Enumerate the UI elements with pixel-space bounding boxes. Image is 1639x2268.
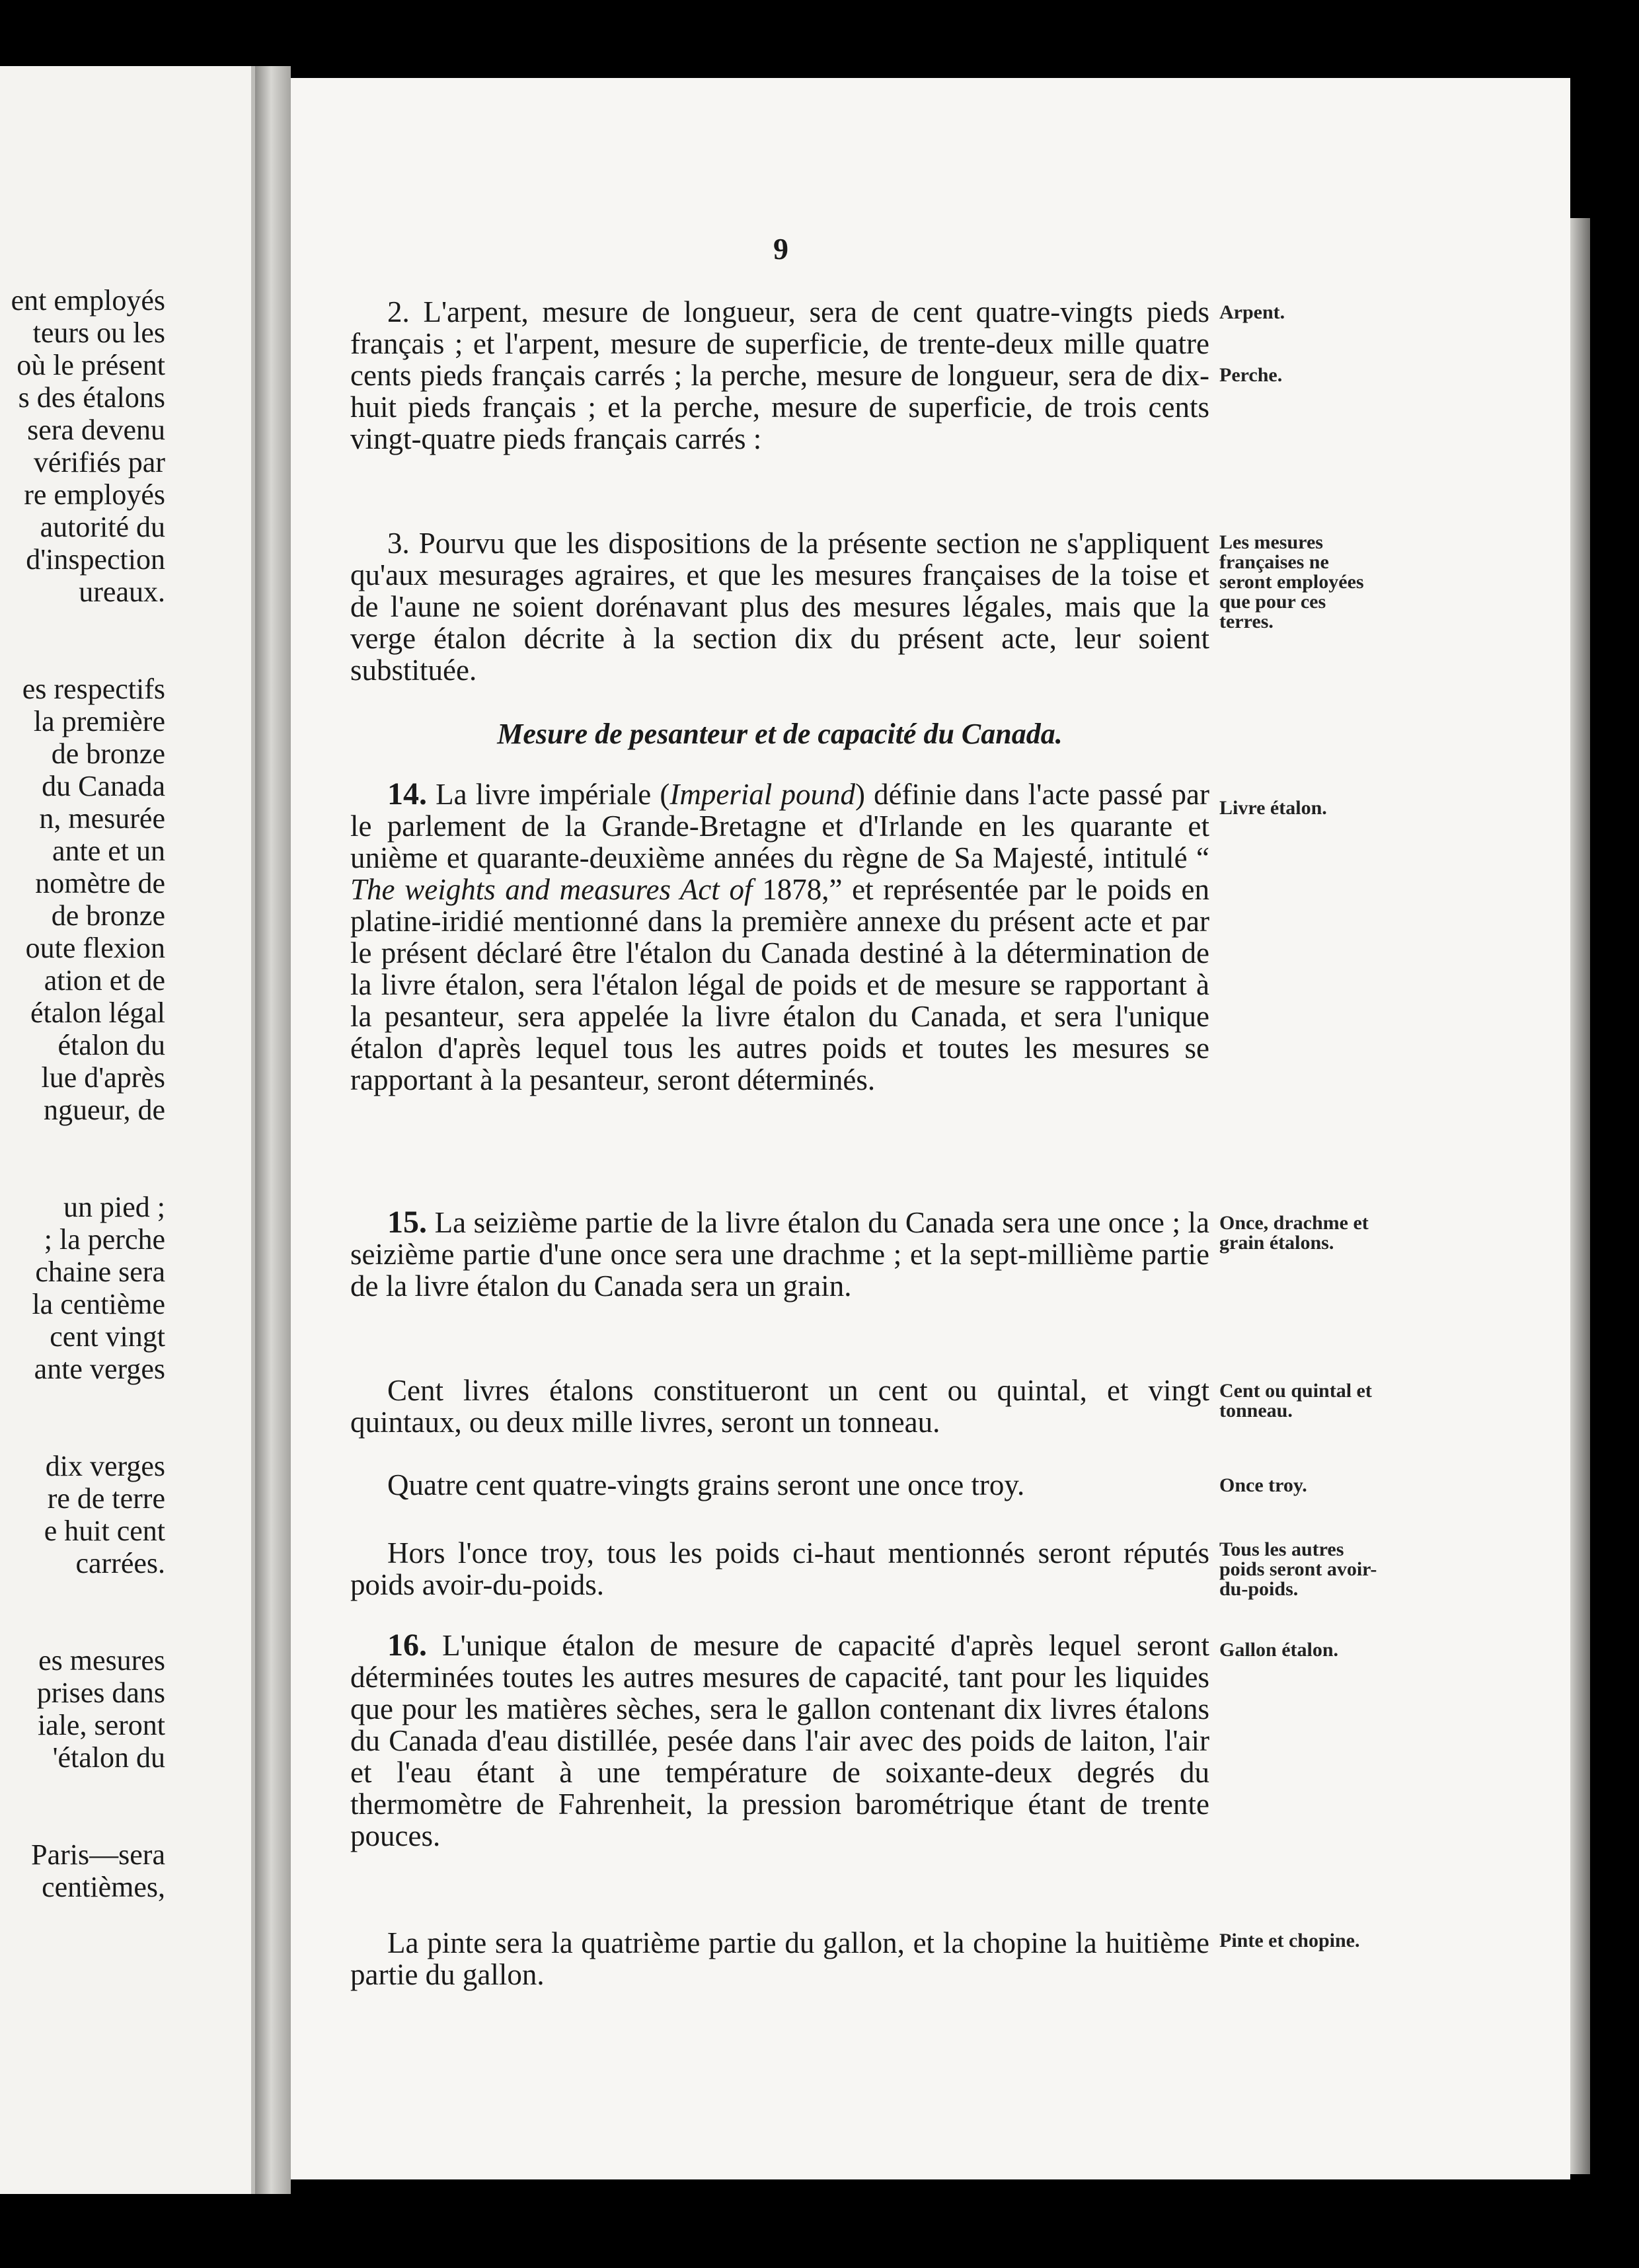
- margin-note-tous-poids: Tous les autres poids seront avoir-du-poids.: [1219, 1538, 1377, 1600]
- margin-note-cent-quintal: Cent ou quintal et tonneau.: [1219, 1380, 1372, 1421]
- left-page-line: vérifiés par: [33, 446, 165, 478]
- section-heading: Mesure de pesanteur et de capacité du Canada.: [497, 718, 1063, 750]
- margin-note-perche: Perche.: [1219, 364, 1283, 386]
- section-15-number: 15.: [387, 1205, 427, 1240]
- left-page-line: de bronze: [51, 899, 165, 932]
- margin-note-once-troy: Once troy.: [1219, 1474, 1307, 1496]
- left-page-line: étalon du: [57, 1029, 165, 1061]
- left-page-line: es mesures: [38, 1644, 165, 1677]
- left-page-line: ante verges: [34, 1353, 165, 1385]
- pinte-paragraph: La pinte sera la quatrième partie du gallon, et la chopine la huitième partie du gallon.: [350, 1926, 1209, 1991]
- left-page-line: es respectifs: [22, 673, 165, 705]
- left-page-line: oute flexion: [25, 932, 165, 964]
- left-page-line: sera devenu: [27, 414, 165, 446]
- quatre-cent-paragraph: Quatre cent quatre-vingts grains seront une once troy.: [387, 1468, 1025, 1501]
- section-2-paragraph: 2. L'arpent, mesure de longueur, sera de cent quatre-vingts pieds français ; et l'arpent, mesure de superficie, de trente-deux mille quatre cents pieds français carrés ; la perche, mesure de longueur, sera de dix-huit pieds français ; et la perche, mesure de superficie, de trois cents vingt-quatre pieds français carrés :: [350, 295, 1209, 455]
- left-page-line: autorité du: [40, 511, 165, 543]
- section-16-paragraph: [350, 1630, 1209, 1852]
- left-page-line: étalon légal: [30, 997, 165, 1029]
- left-page-line: n, mesurée: [39, 802, 165, 835]
- left-page-line: e huit cent: [44, 1515, 165, 1547]
- left-page-line: [11, 1126, 165, 1191]
- left-page-line: [11, 1774, 165, 1838]
- left-page-line: teurs ou les: [32, 317, 165, 349]
- section-3-paragraph: 3. Pourvu que les dispositions de la présente section ne s'appliquent qu'aux mesurages agraires, et que les mesures françaises de la toise et de l'aune ne soient dorénavant plus des mesures légales, mais que la verge étalon décrite à la section dix du présent acte, leur soient substituée.: [350, 527, 1209, 687]
- left-page-line: nomètre de: [35, 867, 165, 899]
- left-page-line: de bronze: [51, 737, 165, 770]
- section-14-italic-b: The weights and measures Act of: [350, 873, 753, 906]
- section-16-number: 16.: [387, 1628, 427, 1663]
- left-page-line: prises dans: [36, 1677, 165, 1709]
- hors-once-paragraph: Hors l'once troy, tous les poids ci-haut mentionnés seront réputés poids avoir-du-poids.: [350, 1536, 1209, 1601]
- section-14-italic-a: Imperial pound: [669, 778, 855, 811]
- section-14-text-b: ) définie dans l'acte passé par le parlement de la Grande-Bretagne et d'Irlande en les quarante et unième et quarante-deuxième années du règne de Sa Majesté, intitulé “: [350, 778, 1209, 874]
- margin-note-pinte: Pinte et chopine.: [1219, 1930, 1360, 1951]
- section-14-text-a: La livre impériale (: [427, 778, 670, 811]
- left-page-line: 'étalon du: [52, 1741, 165, 1774]
- left-page-line: carrées.: [75, 1547, 165, 1579]
- left-page-line: [11, 1385, 165, 1450]
- left-page-line: s des étalons: [18, 381, 165, 414]
- left-page-line: un pied ;: [63, 1191, 165, 1223]
- left-page-text: [11, 284, 165, 1903]
- page-edge: [1570, 218, 1590, 2174]
- left-page-line: re de terre: [47, 1482, 165, 1515]
- left-page-line: centièmes,: [42, 1871, 165, 1903]
- left-page-line: la centième: [32, 1288, 165, 1320]
- left-page: [0, 66, 255, 2194]
- left-page-line: ureaux.: [79, 576, 165, 608]
- left-page-line: ; la perche: [44, 1223, 165, 1256]
- left-page-line: la première: [33, 705, 165, 737]
- left-page-line: [11, 1579, 165, 1644]
- section-14-paragraph: [350, 778, 1209, 1096]
- book-gutter: [255, 66, 291, 2194]
- cent-livres-paragraph: Cent livres étalons constitueront un cent ou quintal, et vingt quintaux, ou deux mille livres, seront un tonneau.: [350, 1374, 1209, 1439]
- margin-note-livre-etalon: Livre étalon.: [1219, 797, 1327, 819]
- left-page-line: dix verges: [45, 1450, 165, 1482]
- left-page-line: cent vingt: [50, 1320, 165, 1353]
- left-page-line: ngueur, de: [44, 1094, 165, 1126]
- left-page-line: iale, seront: [37, 1709, 165, 1741]
- left-page-line: re employés: [24, 478, 165, 511]
- left-page-line: Paris—sera: [31, 1838, 165, 1871]
- left-page-line: ation et de: [44, 964, 165, 997]
- section-14-text-c: 1878,” et représentée par le poids en platine-iridié mentionné dans la première annexe du présent acte et par le présent déclaré être l'étalon du Canada destiné à la détermination de la livre étalon, sera l'étalon légal de poids et de mesure se rapportant à la pesanteur, sera appelée la livre étalon du Canada, et sera l'unique étalon d'après lequel tous les autres poids et toutes les mesures se rapportant à la pesanteur, seront déterminés.: [350, 873, 1209, 1096]
- left-page-line: d'inspection: [26, 543, 165, 576]
- left-page-line: ante et un: [52, 835, 165, 867]
- section-15-paragraph: [350, 1207, 1209, 1302]
- left-page-line: chaine sera: [35, 1256, 165, 1288]
- margin-note-les-mesures: Les mesures françaises ne seront employées que pour ces terres.: [1219, 531, 1364, 632]
- left-page-line: [11, 608, 165, 673]
- margin-note-once-drachme: Once, drachme et grain étalons.: [1219, 1212, 1369, 1254]
- margin-note-gallon: Gallon étalon.: [1219, 1639, 1339, 1661]
- left-page-line: du Canada: [42, 770, 165, 802]
- section-16-text: L'unique étalon de mesure de capacité d'après lequel seront déterminées toutes les autres mesures de capacité, tant pour les liquides que pour les matières sèches, sera le gallon contenant dix livres étalons du Canada d'eau distillée, pesée dans l'air avec des poids de laiton, l'air et l'eau étant à une température de soixante-deux degrés du thermomètre de Fahrenheit, la pression barométrique étant de trente pouces.: [350, 1629, 1209, 1852]
- page-number: 9: [773, 232, 788, 266]
- section-14-number: 14.: [387, 776, 427, 812]
- left-page-line: où le présent: [17, 349, 165, 381]
- left-page-line: lue d'après: [41, 1061, 165, 1094]
- left-page-line: ent employés: [11, 284, 165, 317]
- margin-note-arpent: Arpent.: [1219, 301, 1285, 323]
- section-15-text: La seizième partie de la livre étalon du Canada sera une once ; la seizième partie d'une once sera une drachme ; et la sept-millième partie de la livre étalon du Canada sera un grain.: [350, 1206, 1209, 1303]
